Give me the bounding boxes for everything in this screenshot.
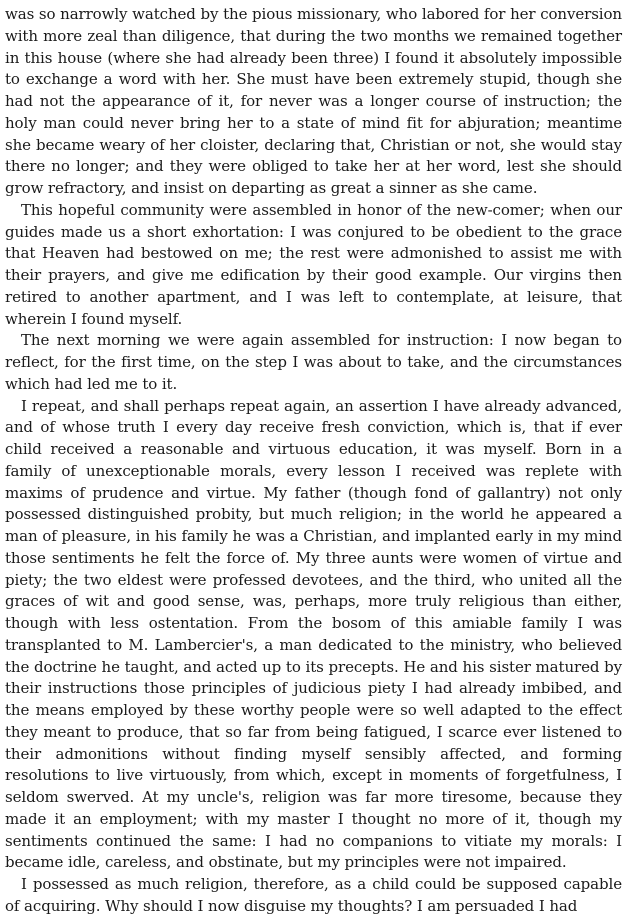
paragraph-community-assembled: This hopeful community were assembled in honor of the new-comer; when our guides made us a short exhortation: I was conjured to be obedient to the grace that Heaven had bestowed on me; the rest were admonished to assist me with their prayers, and give me edification by their good example. Our virgins then retired to another apartment, and I was left to contemplate, at leisure, that wherein I found myself. <box>5 200 622 328</box>
paragraph-continuation: was so narrowly watched by the pious missionary, who labored for her conversion with more zeal than diligence, that during the two months we remained together in this house (where she had already been three) I found it absolutely impossible to exchange a word with her. She must have been extremely stupid, though she had not the appearance of it, for never was a longer course of instruction; the holy man could never bring her to a state of mind fit for abjuration; meantime she became weary of her cloister, declaring that, Christian or not, she would stay there no longer; and they were obliged to take her at her word, lest she should grow refractory, and insist on departing as great a sinner as she came. <box>5 5 622 197</box>
paragraph-religion: I possessed as much religion, therefore, as a child could be supposed capable of acquiring. Why should I now disguise my thoughts? I am persuaded I had <box>5 875 622 915</box>
paragraph-next-morning: The next morning we were again assembled for instruction: I now began to reflect, for the first time, on the step I was about to take, and the circumstances which had led me to it. <box>5 331 622 393</box>
paragraph-education: I repeat, and shall perhaps repeat again, an assertion I have already advanced, and of whose truth I every day receive fresh conviction, which is, that if ever child received a reasonable and virtuous education, it was myself. Born in a family of unexceptionable morals, every lesson I received was replete with maxims of prudence and virtue. My father (though fond of gallantry) not only possessed distinguished probity, but much religion; in the world he appeared a man of pleasure, in his family he was a Christian, and implanted early in my mind those sentiments he felt the force of. My three aunts were women of virtue and piety; the two eldest were professed devotees, and the third, who united all the graces of wit and good sense, was, perhaps, more truly religious than either, though with less ostentation. From the bosom of this amiable family I was transplanted to M. Lambercier's, a man dedicated to the ministry, who believed the doctrine he taught, and acted up to its precepts. He and his sister matured by their instructions those principles of judicious piety I had already imbibed, and the means employed by these worthy people were so well adapted to the effect they meant to produce, that so far from being fatigued, I scarce ever listened to their admonitions without finding myself sensibly affected, and forming resolutions to live virtuously, from which, except in moments of forgetfulness, I seldom swerved. At my uncle's, religion was far more tiresome, because they made it an employment; with my master I thought no more of it, though my sentiments continued the same: I had no companions to vitiate my morals: I became idle, careless, and obstinate, but my principles were not impaired. <box>5 396 622 872</box>
